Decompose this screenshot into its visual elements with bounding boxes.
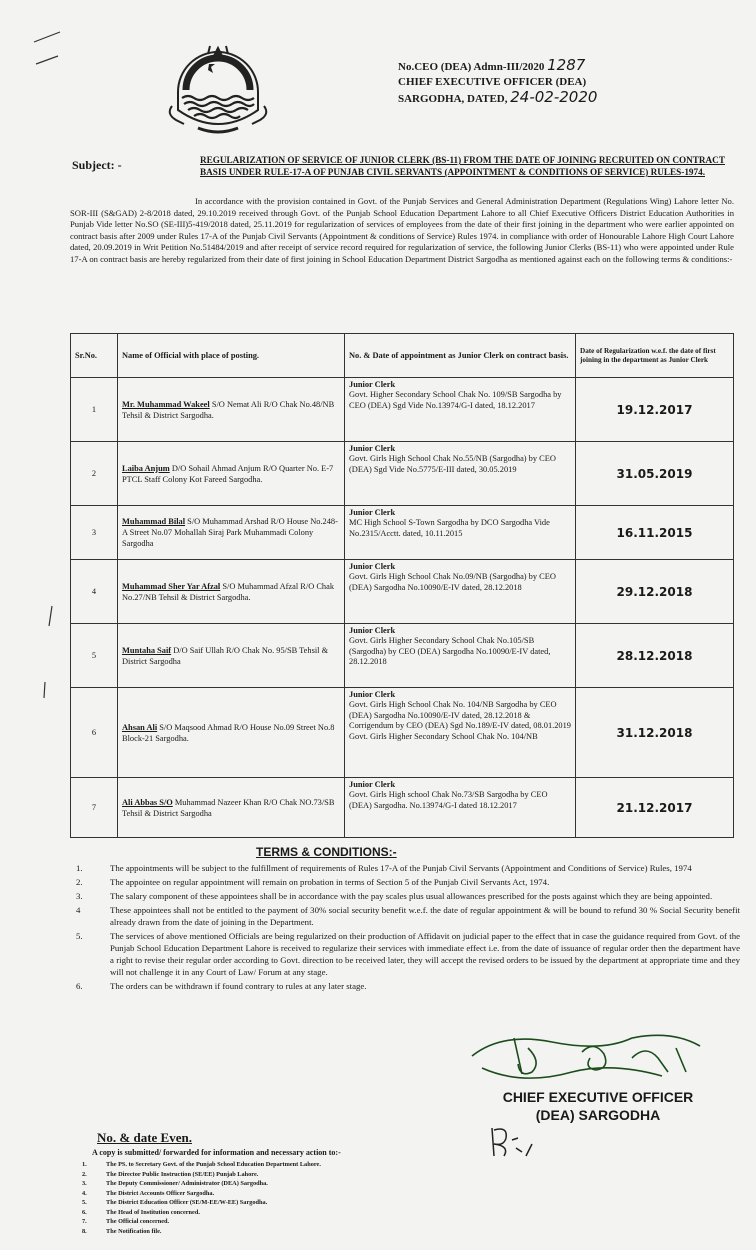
body-paragraph: In accordance with the provision contained in Govt. of the Punjab Services and General Administration Department (Regulations Wing) Lahore letter No. SOR-III (S&GAD) 2-8/2018 dated, 29.10.2019 received through Govt. of the Punjab School Education Department Lahore to all Chief Executive Officers District Education Authorities in Punjab Vide letter No.SO (SE-III)5-419/2018 dated, 25.11.2019 for regularization of services of employees from the date of their first joining in the department who were earlier appointed on contract basis after 2009 under Rules 17-A of the Punjab Civil Servants (Appointment & conditions of Service) Rules 1974. in compliance with order of Honourable Lahore High Court Lahore dated, 20.09.2019 in Writ Petition No.51484/2019 and after receipt of service record required for regularization of service, the following Junior Clerks (BS-11) who were appointed under Rule 17-A on contract basis are hereby regularized from their date of first joining in School Education Department District Sargodha as mentioned against each on the following terms & conditions:- xyxy=(70,196,734,264)
official-detail: D/O Sohail Ahmad Anjum R/O Quarter No. E-7 PTCL Staff Colony Kot Fareed Sargodha. xyxy=(122,463,334,484)
term-number: 5. xyxy=(76,931,83,941)
row-name-cell xyxy=(118,688,345,778)
copy-text: The PS. to Secretary Govt. of the Punjab School Education Department Lahore. xyxy=(106,1161,321,1168)
row-appointment-cell xyxy=(345,442,576,506)
row-name-cell xyxy=(118,442,345,506)
post-title: Junior Clerk xyxy=(349,626,396,635)
office-name: CHIEF EXECUTIVE OFFICER (DEA) xyxy=(398,76,587,88)
row-appointment-cell xyxy=(345,688,576,778)
post-title: Junior Clerk xyxy=(349,562,396,571)
endorsement-title: No. & date Even. xyxy=(97,1130,192,1145)
term-number: 2. xyxy=(76,877,83,887)
term-item xyxy=(72,930,740,978)
table-row xyxy=(71,688,734,778)
copy-list xyxy=(82,1160,482,1236)
copy-note: A copy is submitted/ forwarded for information and necessary action to:- xyxy=(92,1148,341,1157)
term-text: The orders can be withdrawn if found contrary to rules at any later stage. xyxy=(110,981,367,991)
row-sr: 6 xyxy=(71,688,118,778)
subject-label: Subject: - xyxy=(72,158,122,172)
official-detail: S/O Muhammad Afzal R/O Chak No.27/NB Tehsil & District Sargodha. xyxy=(122,581,335,602)
row-appointment-cell xyxy=(345,560,576,624)
regularization-date: 16.11.2015 xyxy=(576,506,734,560)
copy-item xyxy=(82,1160,482,1170)
table-row xyxy=(71,778,734,838)
appointment-detail: MC High School S-Town Sargodha by DCO Sargodha Vide No.2315/Acctt. dated, 10.11.2015 xyxy=(349,518,550,538)
official-name: Muhammad Sher Yar Afzal xyxy=(122,581,221,591)
table-row xyxy=(71,442,734,506)
government-logo xyxy=(158,40,278,138)
table-row xyxy=(71,378,734,442)
copy-number: 2. xyxy=(82,1170,87,1178)
row-name-cell xyxy=(118,624,345,688)
official-detail: D/O Saif Ullah R/O Chak No. 95/SB Tehsil & District Sargodha xyxy=(122,645,329,666)
copy-number: 7. xyxy=(82,1218,87,1225)
terms-list xyxy=(72,862,740,994)
post-title: Junior Clerk xyxy=(349,780,396,789)
row-sr: 1 xyxy=(71,378,118,442)
signatory-block xyxy=(478,1088,718,1124)
official-detail: S/O Maqsood Ahmad R/O House No.09 Street No.8 Block-21 Sargodha. xyxy=(122,722,335,743)
copy-item xyxy=(82,1170,482,1180)
row-appointment-cell xyxy=(345,778,576,838)
appointment-detail: Govt. Higher Secondary School Chak No. 109/SB Sargodha by CEO (DEA) Sgd Vide No.13974/G-I dated, 18.12.2017 xyxy=(349,390,562,410)
term-number: 1. xyxy=(76,863,83,873)
official-detail: S/O Muhammad Arshad R/O House No.248-A Street No.07 Mohallah Siraj Park Muhammadi Colony Sargodha xyxy=(122,517,338,548)
dated-label: SARGODHA, DATED, xyxy=(398,93,508,105)
official-name: Ahsan Ali xyxy=(122,722,158,732)
term-item xyxy=(72,862,740,874)
copy-item xyxy=(82,1179,482,1189)
copy-item xyxy=(82,1227,482,1237)
appointment-detail: Govt. Girls High School Chak No. 104/NB Sargodha by CEO (DEA) Sargodha No.10090/E-IV dated, 28.12.2018 & Corrigendum by CEO (DEA) Sgd No.189/E-IV dated, 08.01.2019 Govt. Girls Higher Secondary School Chak No. 104/NB xyxy=(349,700,571,741)
appointment-detail: Govt. Girls Higher Secondary School Chak No.105/SB (Sargodha) by CEO (DEA) Sargodha No.10090/E-IV dated, 28.12.2018 xyxy=(349,636,551,667)
official-name: Laiba Anjum xyxy=(122,463,170,473)
margin-pen-mark xyxy=(46,604,56,628)
copy-number: 3. xyxy=(82,1180,87,1187)
regularization-date: 19.12.2017 xyxy=(576,378,734,442)
regularization-date: 21.12.2017 xyxy=(576,778,734,838)
regularization-table xyxy=(70,333,734,838)
term-number: 6. xyxy=(76,981,83,991)
regularization-date: 31.05.2019 xyxy=(576,442,734,506)
copy-number: 8. xyxy=(82,1227,87,1235)
post-title: Junior Clerk xyxy=(349,690,396,699)
table-row xyxy=(71,506,734,560)
row-appointment-cell xyxy=(345,378,576,442)
table-row xyxy=(71,560,734,624)
signatory-office: (DEA) SARGODHA xyxy=(535,1107,661,1123)
copy-item xyxy=(82,1208,482,1218)
copy-number: 1. xyxy=(82,1161,87,1168)
copy-text: The District Accounts Officer Sargodha. xyxy=(106,1189,215,1197)
regularization-date: 29.12.2018 xyxy=(576,560,734,624)
handwritten-initials xyxy=(486,1122,536,1162)
table-row xyxy=(71,624,734,688)
copy-text: The District Education Officer (SE/M-EE/W-EE) Sargodha. xyxy=(106,1199,268,1206)
copy-text: The Head of Institution concerned. xyxy=(106,1208,200,1216)
official-detail: Muhammad Nazeer Khan R/O Chak NO.73/SB Tehsil & District Sargodha xyxy=(122,797,335,818)
handwritten-signature xyxy=(462,1028,712,1090)
copy-text: The Director Public Instruction (SE/EE) Punjab Lahore. xyxy=(106,1170,259,1178)
term-number: 3. xyxy=(76,891,83,901)
official-name: Muntaha Saif xyxy=(122,645,172,655)
copy-item xyxy=(82,1189,482,1199)
term-item xyxy=(72,904,740,928)
official-detail: S/O Nemat Ali R/O Chak No.48/NB Tehsil & District Sargodha. xyxy=(122,399,335,420)
margin-pen-mark xyxy=(40,680,50,700)
reference-number: No.CEO (DEA) Admn-III/2020 xyxy=(398,61,545,73)
copy-item xyxy=(82,1198,482,1208)
appointment-detail: Govt. Girls High School Chak No.55/NB (Sargodha) by CEO (DEA) Sgd Vide No.5775/E-III dated, 30.05.2019 xyxy=(349,454,556,474)
appointment-detail: Govt. Girls High school Chak No.73/SB Sargodha by CEO (DEA) Sargodha. No.13974/G-I dated 18.12.2017 xyxy=(349,790,548,810)
signatory-title: CHIEF EXECUTIVE OFFICER xyxy=(502,1089,694,1105)
official-name: Ali Abbas S/O xyxy=(122,797,173,807)
post-title: Junior Clerk xyxy=(349,380,396,389)
copy-text: The Official concerned. xyxy=(106,1218,170,1225)
reference-block xyxy=(398,58,597,107)
header-appointment: No. & Date of appointment as Junior Clerk on contract basis. xyxy=(345,334,576,378)
term-text: The services of above mentioned Officials are being regularized on their production of Affidavit on judicial paper to the effect that in case the guidance required from Govt. of the Punjab School Education Department Lahore is received to regularize their services with immediate effect i.e. from the date of issuance of regular order then the department have a right to revise their regular order according to Govt. direction to be received later, they will accept the revised orders to be issued by the department at appropriate time and they will not challenge it in any Court of Law/ Forum at any stage. xyxy=(110,931,740,977)
term-text: These appointees shall not be entitled to the payment of 30% social security benefit w.e.f. the date of regular appointment & will be bound to refund 30 % Social Security benefit already drawn from the date of joining in the Department. xyxy=(110,905,740,927)
row-name-cell xyxy=(118,560,345,624)
official-name: Muhammad Bilal xyxy=(122,517,186,526)
term-number: 4 xyxy=(76,905,81,915)
row-sr: 4 xyxy=(71,560,118,624)
handwritten-date: 24-02-2020 xyxy=(510,88,598,106)
header-sr: Sr.No. xyxy=(71,334,118,378)
row-sr: 7 xyxy=(71,778,118,838)
row-sr: 5 xyxy=(71,624,118,688)
row-sr: 2 xyxy=(71,442,118,506)
regularization-date: 31.12.2018 xyxy=(576,688,734,778)
row-name-cell xyxy=(118,778,345,838)
copy-text: The Notification file. xyxy=(106,1227,162,1235)
post-title: Junior Clerk xyxy=(349,444,396,453)
copy-number: 6. xyxy=(82,1208,87,1216)
term-text: The appointments will be subject to the fulfillment of requirements of Rules 17-A of the Punjab Civil Servants (Appointment and Conditions of Service) Rules, 1974 xyxy=(110,863,692,873)
copy-number: 5. xyxy=(82,1199,87,1206)
handwritten-number: 1287 xyxy=(547,56,586,74)
header-date: Date of Regularization w.e.f. the date of first joining in the department as Junior Clerk xyxy=(576,334,734,378)
regularization-date: 28.12.2018 xyxy=(576,624,734,688)
row-name-cell xyxy=(118,378,345,442)
row-appointment-cell xyxy=(345,624,576,688)
table-header-row xyxy=(71,334,734,378)
copy-item xyxy=(82,1217,482,1227)
margin-pen-mark xyxy=(32,28,62,68)
subject-text: REGULARIZATION OF SERVICE OF JUNIOR CLERK (BS-11) FROM THE DATE OF JOINING RECRUITED ON CONTRACT BASIS UNDER RULE-17-A OF PUNJAB CIVIL SERVANTS (APPOINTMENT & CONDITIONS OF SERVICE) RULES-1974. xyxy=(200,155,725,177)
row-sr: 3 xyxy=(71,506,118,560)
row-appointment-cell xyxy=(345,506,576,560)
copy-text: The Deputy Commissioner/ Administrator (DEA) Sargodha. xyxy=(106,1180,268,1187)
appointment-detail: Govt. Girls High School Chak No.09/NB (Sargodha) by CEO (DEA) Sargodha No.10090/E-IV dated, 28.12.2018 xyxy=(349,572,556,592)
header-name: Name of Official with place of posting. xyxy=(118,334,345,378)
term-text: The salary component of these appointees shall be in accordance with the pay scales plus usual allowances prescribed for the posts against which they are being appointed. xyxy=(110,891,713,901)
row-name-cell xyxy=(118,506,345,560)
term-text: The appointee on regular appointment will remain on probation in terms of Section 5 of the Punjab Civil Servants Act, 1974. xyxy=(110,877,550,887)
terms-title: TERMS & CONDITIONS:- xyxy=(256,845,397,859)
term-item xyxy=(72,980,740,992)
term-item xyxy=(72,876,740,888)
official-name: Mr. Muhammad Wakeel xyxy=(122,399,210,409)
term-item xyxy=(72,890,740,902)
post-title: Junior Clerk xyxy=(349,508,396,517)
copy-number: 4. xyxy=(82,1189,87,1197)
